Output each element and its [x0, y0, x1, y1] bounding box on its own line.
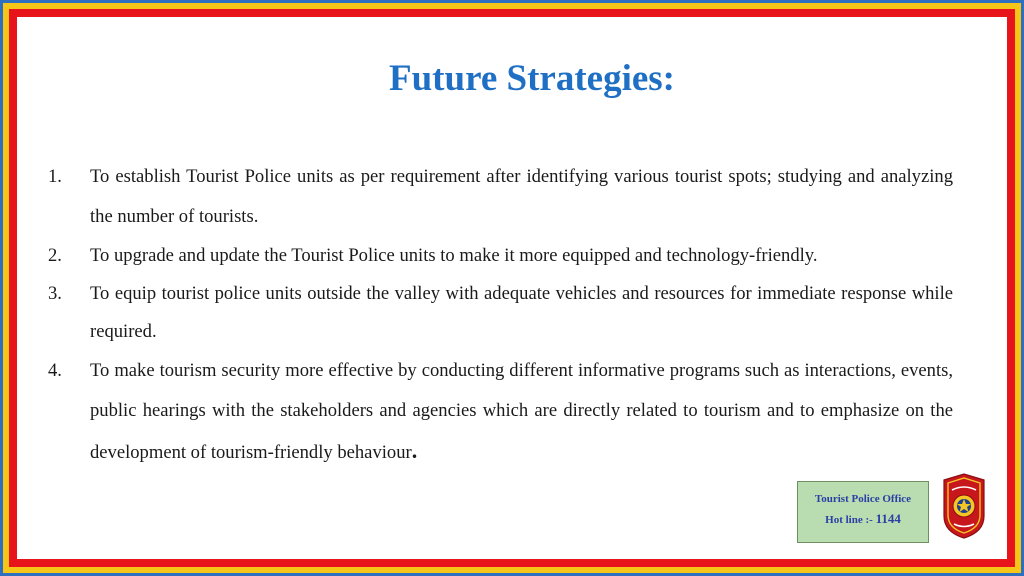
slide-content [17, 17, 1007, 559]
item-number: 4. [48, 360, 62, 381]
item-text: To upgrade and update the Tourist Police units to make it more equipped and technology-friendly. [90, 245, 818, 266]
item-number: 1. [48, 166, 62, 187]
slide-title: Future Strategies: [389, 58, 675, 99]
hotline-box [797, 481, 929, 543]
list-item [48, 275, 953, 351]
strategy-list [48, 157, 953, 473]
item-end-mark: . [411, 438, 418, 463]
item-text: To establish Tourist Police units as per requirement after identifying various tourist spots; studying and analyzing the number of tourists. [90, 166, 953, 227]
hotline-line [798, 511, 928, 527]
item-text-wrap [90, 351, 953, 473]
tourist-police-emblem-icon [940, 472, 988, 540]
list-item [48, 237, 953, 275]
hotline-label: Hot line :- [825, 514, 873, 526]
hotline-number: 1144 [875, 511, 901, 526]
item-number: 3. [48, 283, 62, 304]
item-text: To make tourism security more effective by conducting different informative programs such as interactions, events, public hearings with the stakeholders and agencies which are directly related to tourism and to emphasize on the development of tourism-friendly behaviour [90, 360, 953, 463]
list-item [48, 351, 953, 473]
item-text: To equip tourist police units outside the valley with adequate vehicles and resources for immediate response while required. [90, 283, 953, 342]
item-number: 2. [48, 245, 62, 266]
office-label: Tourist Police Office [814, 493, 912, 505]
list-item [48, 157, 953, 237]
